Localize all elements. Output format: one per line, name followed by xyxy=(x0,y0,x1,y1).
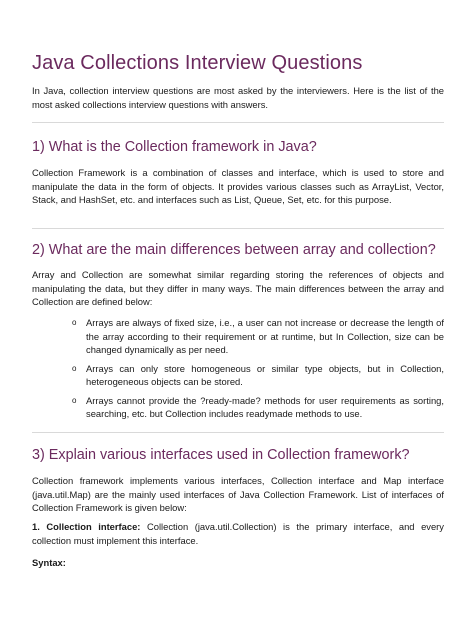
circle-bullet-icon: o xyxy=(72,395,77,405)
list-item-text: Arrays cannot provide the ?ready-made? methods for user requirements as sorting, searching, etc. but Collection includes readymade methods to use. xyxy=(86,394,444,419)
syntax-label: Syntax: xyxy=(32,557,66,568)
collection-interface-item xyxy=(32,520,444,547)
question-3-body: Collection framework implements various interfaces, Collection interface and Map interface (java.util.Map) are the mainly used interfaces of Java Collection Framework. List of interfaces of Collection Framework is given below: xyxy=(32,475,444,513)
divider xyxy=(32,228,444,229)
divider xyxy=(32,432,444,433)
circle-bullet-icon: o xyxy=(72,318,77,327)
divider xyxy=(32,122,444,123)
list-item xyxy=(32,316,444,357)
list-item xyxy=(32,394,444,421)
question-3-heading: 3) Explain various interfaces used in Collection framework? xyxy=(32,447,410,463)
collection-interface-label: 1. Collection interface: xyxy=(32,521,141,532)
page-title: Java Collections Interview Questions xyxy=(32,52,363,74)
question-1-body: Collection Framework is a combination of classes and interface, which is used to store and manipulate the data in the form of objects. It provides various classes such as ArrayList, Vector, Stack, and HashSet, etc. and interfaces such as List, Queue, Set, etc. for this purpose. xyxy=(32,167,444,205)
question-2-heading: 2) What are the main differences between array and collection? xyxy=(32,242,436,258)
intro-paragraph: In Java, collection interview questions are most asked by the interviewers. Here is the list of the most asked collections interview questions with answers. xyxy=(32,85,444,110)
circle-bullet-icon: o xyxy=(72,363,77,373)
list-item-text: Arrays are always of fixed size, i.e., a user can not increase or decrease the length of the array according to their requirement or at runtime, but In Collection, size can be changed dynamically as per need. xyxy=(86,317,444,355)
list-item xyxy=(32,362,444,389)
syntax-label-line xyxy=(32,556,444,570)
list-item-text: Arrays can only store homogeneous or similar type objects, but in Collection, heterogeneous objects can be stored. xyxy=(86,362,444,387)
collection-interface-text: Collection (java.util.Collection) is the primary interface, and every collection must implement this interface. xyxy=(32,521,444,546)
question-1-heading: 1) What is the Collection framework in Java? xyxy=(32,139,317,155)
question-2-body: Array and Collection are somewhat similar regarding storing the references of objects and manipulating the data, but they differ in many ways. The main differences between the array and Collection are defined below: xyxy=(32,269,444,307)
differences-list xyxy=(32,316,444,426)
